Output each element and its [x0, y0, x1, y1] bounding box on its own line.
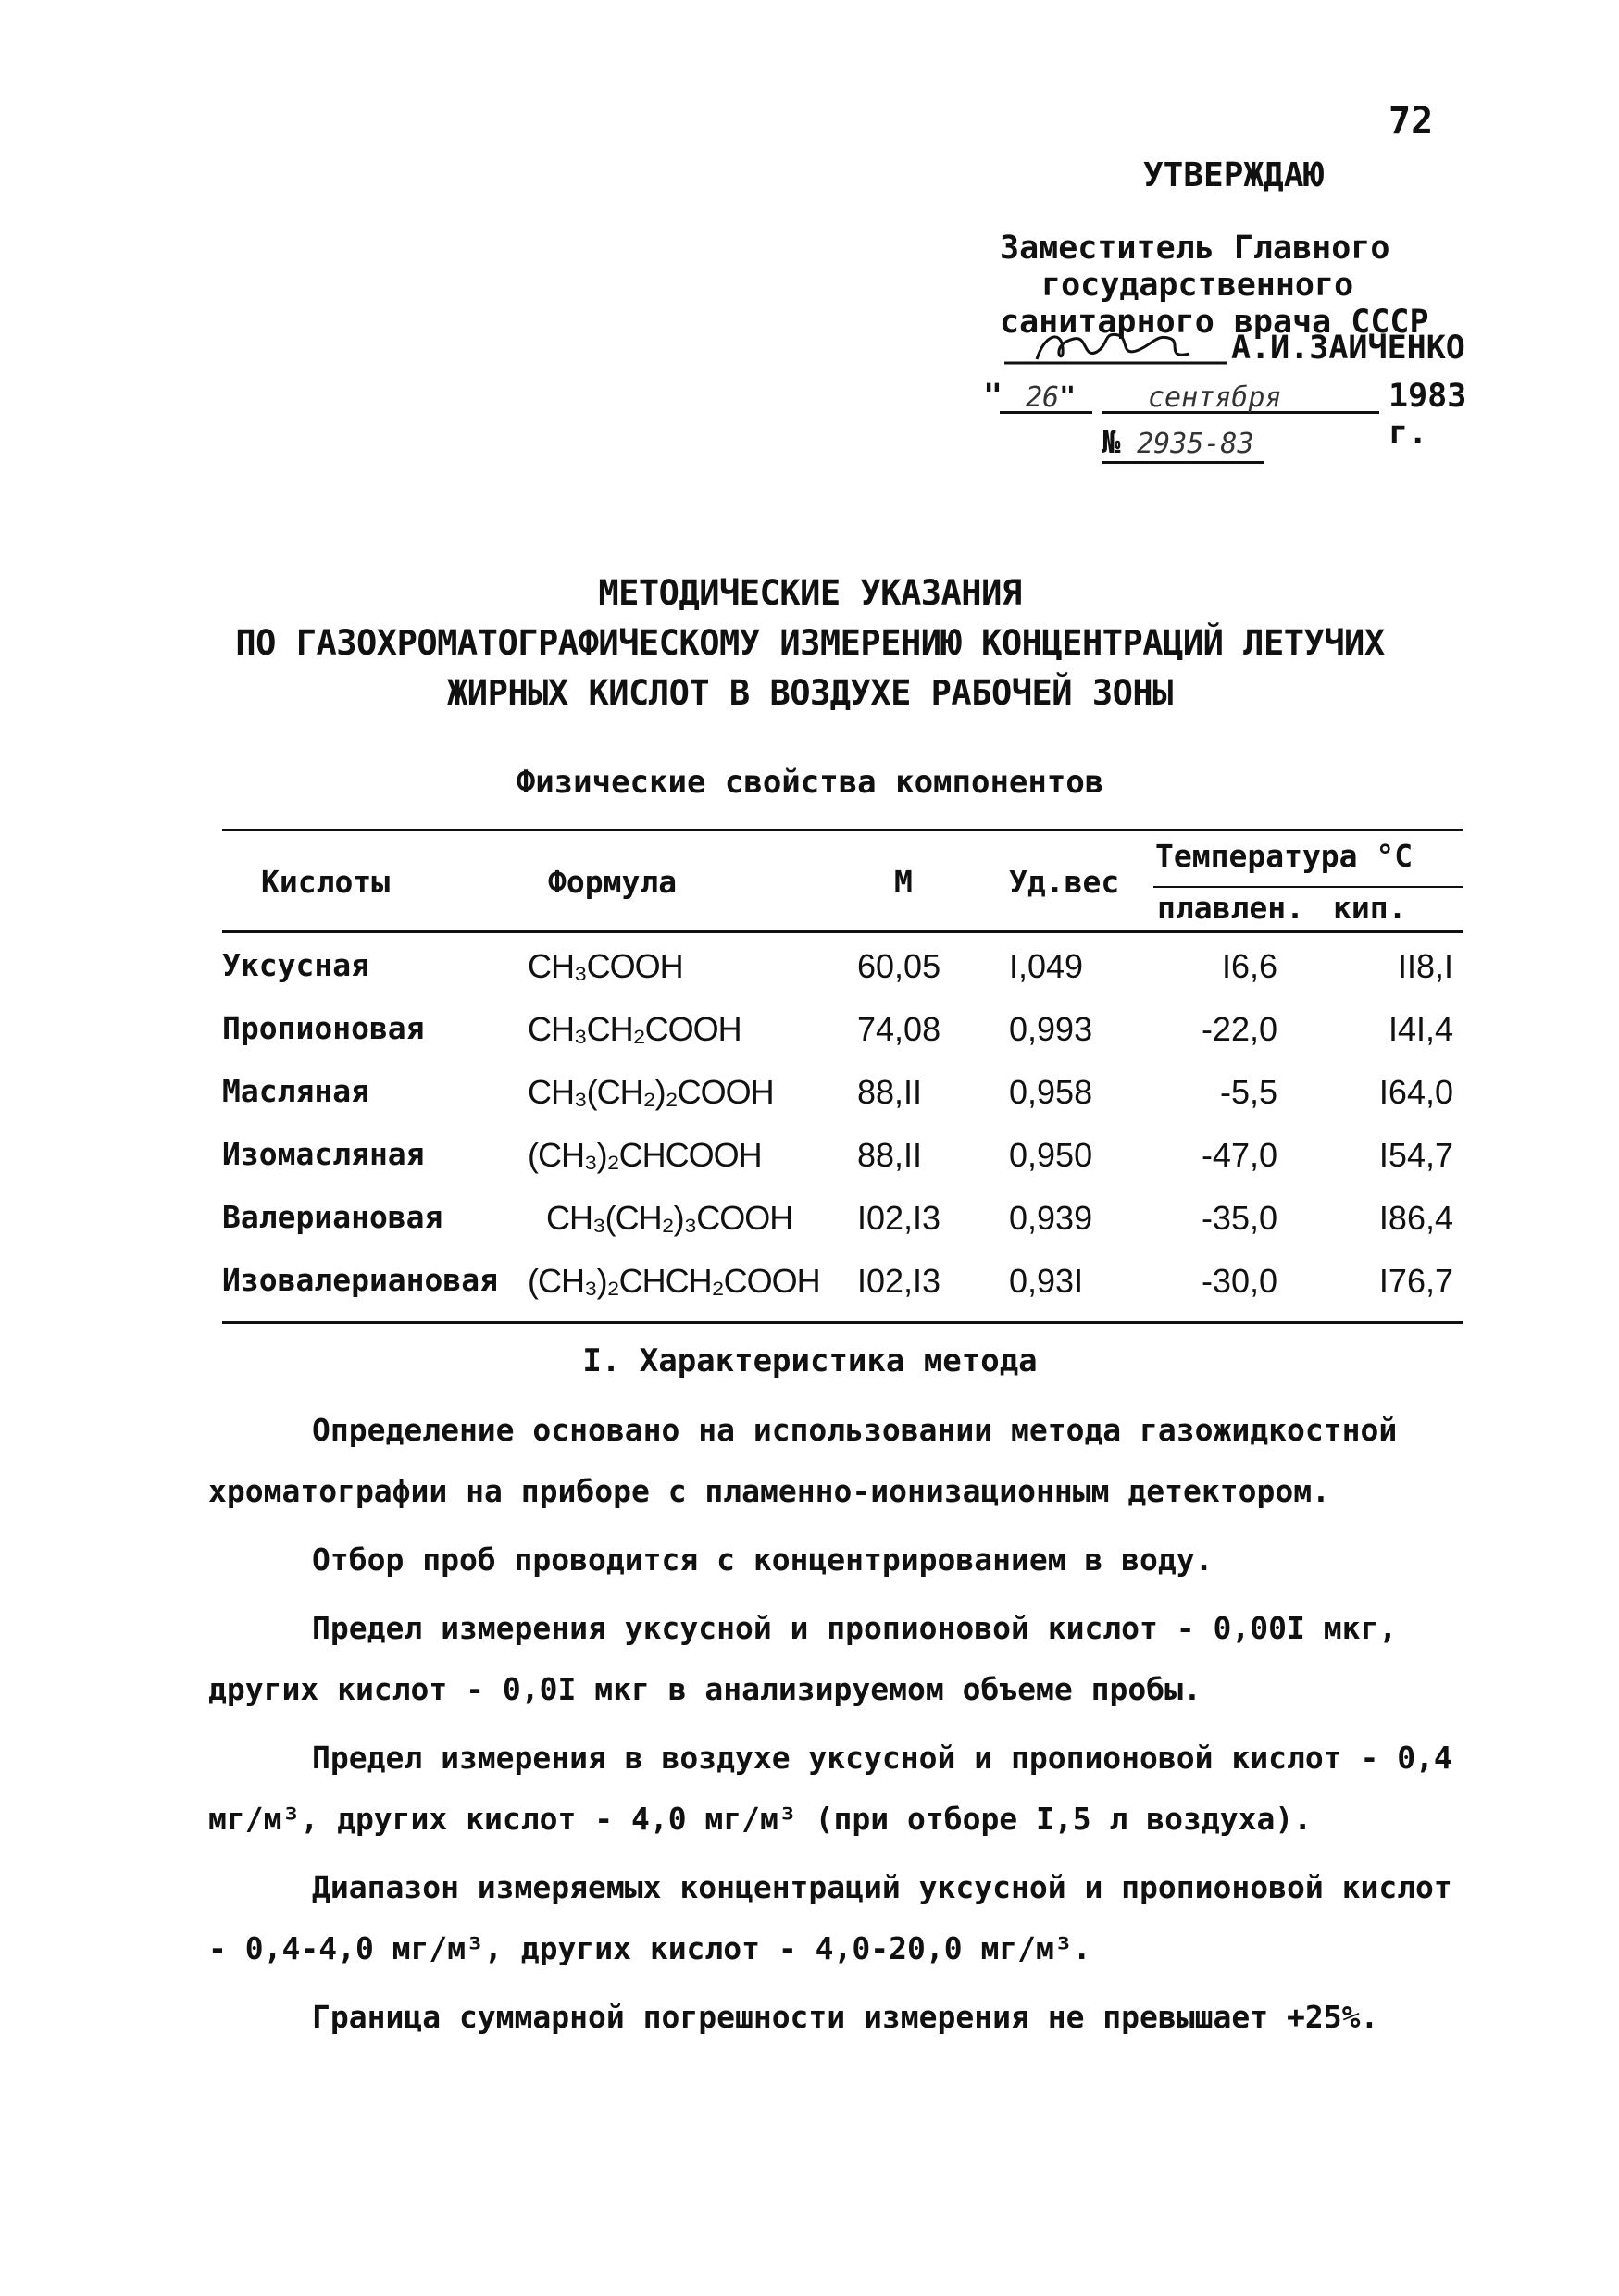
approval-stamp: УТВЕРЖДАЮ	[1143, 156, 1325, 194]
page-number: 72	[1389, 100, 1434, 143]
document-title	[139, 568, 1481, 718]
table-row	[222, 1073, 1463, 1136]
cell-m: I02,I3	[857, 1262, 941, 1300]
cell-sg: 0,950	[1009, 1136, 1093, 1174]
cell-formula: (CH₃)₂CHCH₂COOH	[528, 1262, 820, 1300]
cell-name: Уксусная	[222, 947, 369, 983]
table-row	[222, 1010, 1463, 1073]
paragraph: Отбор проб проводится с концентрированием в воду.	[312, 1541, 1214, 1578]
cell-m: 88,II	[857, 1136, 923, 1174]
title-line1: МЕТОДИЧЕСКИЕ УКАЗАНИЯ	[598, 573, 1022, 613]
date-month	[1102, 378, 1379, 414]
paragraph: Граница суммарной погрешности измерения не превышает +25%.	[312, 1999, 1379, 2035]
cell-mp: I6,6	[1221, 947, 1277, 985]
paragraph: Предел измерения уксусной и пропионовой кислот - 0,00I мкг, других кислот - 0,0I мкг в анализируемом объеме пробы.	[208, 1610, 1398, 1707]
cell-sg: 0,939	[1009, 1199, 1093, 1237]
signatory-name: А.И.ЗАИЧЕНКО	[1231, 330, 1465, 367]
cell-m: I02,I3	[857, 1199, 941, 1237]
cell-sg: 0,93I	[1009, 1262, 1084, 1300]
table-row	[222, 947, 1463, 1010]
table-row	[222, 1136, 1463, 1199]
cell-sg: I,049	[1009, 947, 1084, 985]
header-melting: плавлен.	[1157, 890, 1304, 926]
cell-mp: -47,0	[1201, 1136, 1277, 1174]
header-boiling: кип.	[1333, 890, 1407, 926]
cell-bp: I54,7	[1378, 1136, 1453, 1174]
cell-bp: I76,7	[1378, 1262, 1453, 1300]
cell-bp: II8,I	[1397, 947, 1453, 985]
paragraph: Предел измерения в воздухе уксусной и пропионовой кислот - 0,4 мг/м³, других кислот - 4,0 мг/м³ (при отборе I,5 л воздуха).	[208, 1740, 1452, 1837]
header-formula: Формула	[548, 864, 678, 900]
date-close-quote: "	[1059, 381, 1077, 414]
cell-name: Изомасляная	[222, 1136, 425, 1172]
table-row	[222, 1199, 1463, 1262]
cell-formula: CH₃COOH	[528, 947, 683, 985]
registration-handwritten: 2935-83	[1137, 428, 1254, 460]
header-temperature: Температура °С	[1155, 838, 1414, 874]
approval-position-line2: государственного	[1041, 267, 1354, 304]
cell-formula: (CH₃)₂CHCOOH	[528, 1136, 762, 1174]
signature-scribble	[1000, 326, 1231, 367]
cell-m: 60,05	[857, 947, 941, 985]
header-acid: Кислоты	[261, 864, 391, 900]
approval-block	[1000, 157, 1518, 341]
approval-position-line3: санитарного врача СССР	[1000, 304, 1429, 341]
cell-mp: -22,0	[1201, 1010, 1277, 1048]
table-row	[222, 1262, 1463, 1325]
table-rule-sub	[1153, 886, 1463, 888]
date-day	[1000, 378, 1092, 414]
title-line3: ЖИРНЫХ КИСЛОТ В ВОЗДУХЕ РАБОЧЕЙ ЗОНЫ	[447, 673, 1173, 713]
registration-underline	[1102, 461, 1264, 464]
cell-bp: I64,0	[1378, 1073, 1453, 1111]
date-year: 1983 г.	[1389, 378, 1467, 452]
cell-formula: CH₃(CH₂)₂COOH	[528, 1073, 774, 1111]
paragraph: Диапазон измеряемых концентраций уксусной и пропионовой кислот - 0,4-4,0 мг/м³, других кислот - 4,0-20,0 мг/м³.	[208, 1869, 1452, 1966]
table-caption: Физические свойства компонентов	[516, 764, 1104, 801]
cell-mp: -30,0	[1201, 1262, 1277, 1300]
cell-mp: -5,5	[1219, 1073, 1277, 1111]
registration-number	[1102, 424, 1342, 467]
cell-m: 74,08	[857, 1010, 941, 1048]
table-rule-bottom	[222, 1321, 1463, 1324]
header-m: М	[894, 864, 913, 900]
registration-prefix: №	[1102, 424, 1121, 461]
signature-row	[1000, 326, 1518, 367]
cell-bp: I4I,4	[1388, 1010, 1453, 1048]
cell-name: Валериановая	[222, 1199, 443, 1235]
cell-sg: 0,993	[1009, 1010, 1093, 1048]
cell-formula: CH₃(CH₂)₃COOH	[546, 1199, 793, 1237]
cell-m: 88,II	[857, 1073, 923, 1111]
approval-position-line1: Заместитель Главного	[1000, 230, 1390, 267]
section-body	[208, 1400, 1467, 2048]
cell-mp: -35,0	[1201, 1199, 1277, 1237]
title-line2: ПО ГАЗОХРОМАТОГРАФИЧЕСКОМУ ИЗМЕРЕНИЮ КОНЦЕНТРАЦИЙ ЛЕТУЧИХ	[235, 623, 1385, 663]
date-day-handwritten: 26	[1026, 381, 1060, 414]
header-specific-gravity: Уд.вес	[1009, 864, 1120, 900]
cell-name: Пропионовая	[222, 1010, 425, 1046]
table-rule-mid	[222, 930, 1463, 933]
cell-formula: CH₃CH₂COOH	[528, 1010, 741, 1048]
cell-name: Масляная	[222, 1073, 369, 1109]
table-rule-top	[222, 829, 1463, 831]
cell-sg: 0,958	[1009, 1073, 1093, 1111]
date-month-handwritten: сентября	[1148, 381, 1282, 414]
date-open-quote: "	[983, 378, 1003, 415]
cell-name: Изовалериановая	[222, 1262, 499, 1298]
section-title: I. Характеристика метода	[582, 1342, 1038, 1379]
paragraph: Определение основано на использовании метода газожидкостной хроматографии на приборе с пламенно-ионизационным детектором.	[208, 1412, 1398, 1509]
cell-bp: I86,4	[1378, 1199, 1453, 1237]
